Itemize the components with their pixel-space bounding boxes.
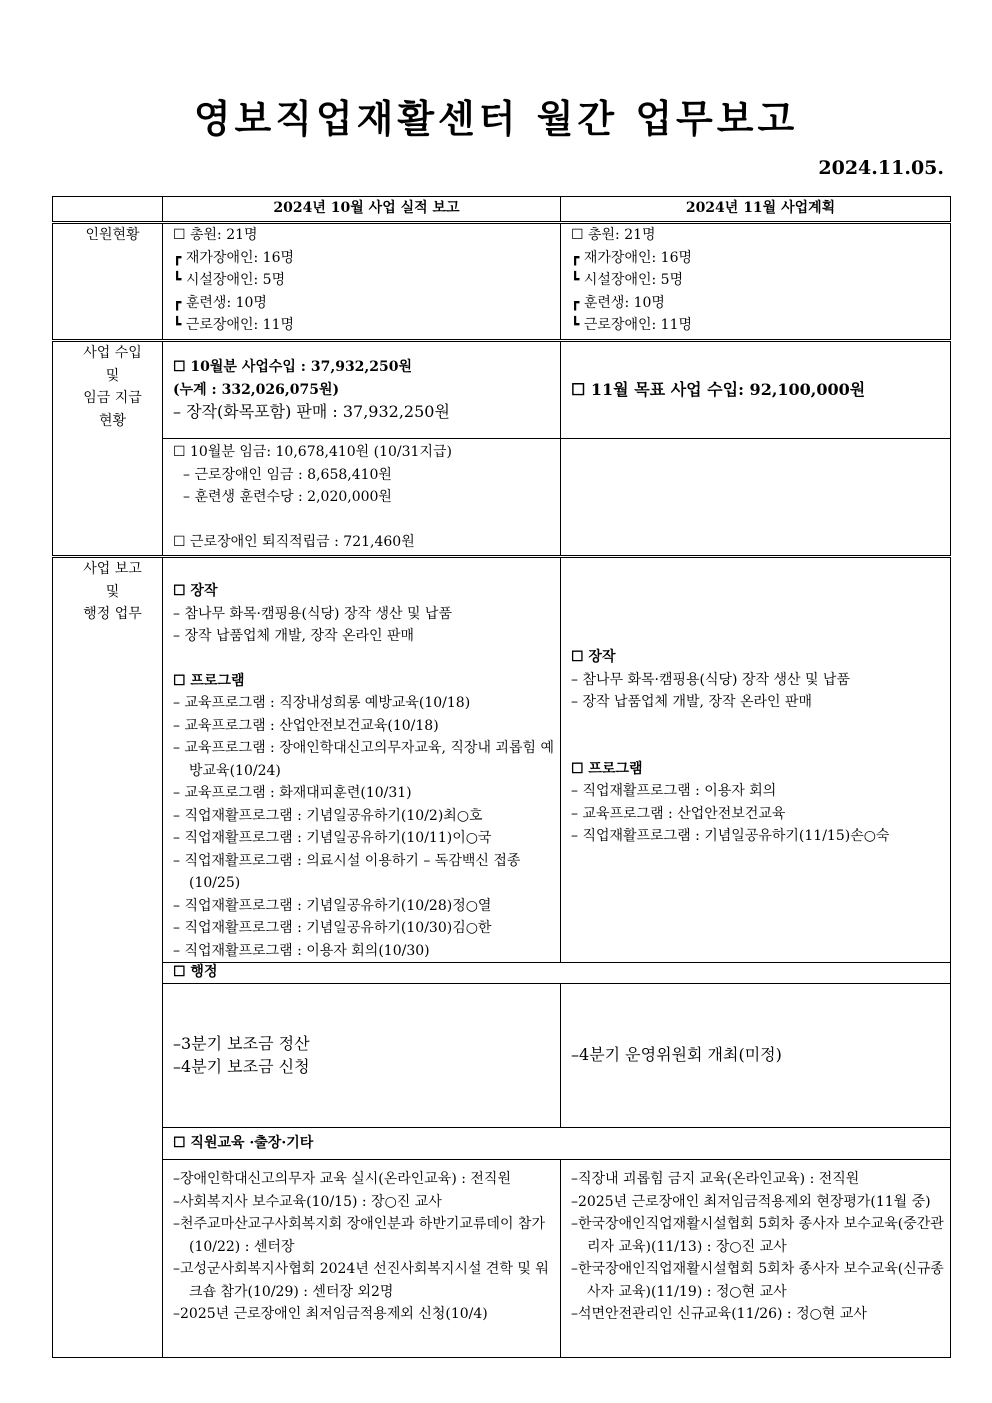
report-table bbox=[52, 196, 951, 1358]
personnel-worker: ┗ 근로장애인: 11명 bbox=[571, 317, 693, 333]
personnel-trainee: ┏ 훈련생: 10명 bbox=[571, 294, 665, 311]
admin-item: –3분기 보조금 정산 bbox=[173, 1034, 310, 1053]
admin-october-cell bbox=[163, 984, 561, 1128]
firewood-item: – 장작 납품업체 개발, 장작 온라인 판매 bbox=[571, 694, 813, 710]
category-revenue bbox=[53, 341, 163, 557]
program-heading: ☐ 프로그램 bbox=[571, 760, 643, 777]
program-item: – 직업재활프로그램 : 기념일공유하기(11/15)손○숙 bbox=[571, 828, 890, 844]
staff-heading: ☐ 직원교육 ·출장·기타 bbox=[163, 1128, 951, 1160]
firewood-heading: ☐ 장작 bbox=[571, 649, 616, 665]
staff-november-cell bbox=[561, 1160, 951, 1358]
revenue-november-cell bbox=[561, 341, 951, 439]
program-item: – 직업재활프로그램 : 의료시설 이용하기 – 독감백신 접종(10/25) bbox=[173, 852, 521, 891]
personnel-october-cell bbox=[163, 223, 561, 341]
staff-item: –고성군사회복지사협회 2024년 선진사회복지시설 견학 및 워크숍 참가(10/29) : 센터장 외2명 bbox=[173, 1261, 549, 1300]
report-date: 2024.11.05. bbox=[818, 157, 944, 179]
program-item: – 직업재활프로그램 : 기념일공유하기(10/2)최○호 bbox=[173, 807, 483, 824]
personnel-facility: ┗ 시설장애인: 5명 bbox=[173, 272, 286, 288]
category-revenue-line4: 현황 bbox=[98, 412, 127, 429]
program-item: – 교육프로그램 : 직장내성희롱 예방교육(10/18) bbox=[173, 695, 471, 711]
staff-item: –천주교마산교구사회복지회 장애인분과 하반기교류데이 참가(10/22) : 센터장 bbox=[173, 1216, 545, 1255]
revenue-monthly: ☐ 10월분 사업수입 : 37,932,250원 bbox=[173, 359, 413, 376]
business-october-cell bbox=[163, 557, 561, 963]
program-item: – 직업재활프로그램 : 기념일공유하기(10/28)정○열 bbox=[173, 897, 492, 914]
admin-november-cell bbox=[561, 984, 951, 1128]
admin-item: –4분기 운영위원회 개최(미정) bbox=[571, 1045, 782, 1065]
staff-october-cell bbox=[163, 1160, 561, 1358]
page-title: 영보직업재활센터 월간 업무보고 bbox=[193, 96, 799, 141]
personnel-november-cell bbox=[561, 223, 951, 341]
revenue-target: ☐ 11월 목표 사업 수입: 92,100,000원 bbox=[571, 379, 866, 399]
wages-severance: ☐ 근로장애인 퇴직적립금 : 721,460원 bbox=[173, 533, 415, 550]
category-revenue-line1: 사업 수입 bbox=[83, 345, 142, 361]
program-heading: ☐ 프로그램 bbox=[173, 672, 245, 689]
admin-heading: ☐ 행정 bbox=[163, 963, 951, 984]
wages-trainee: – 훈련생 훈련수당 : 2,020,000원 bbox=[183, 489, 392, 505]
personnel-home: ┏ 재가장애인: 16명 bbox=[571, 249, 693, 266]
staff-item: –장애인학대신고의무자 교육 실시(온라인교육) : 전직원 bbox=[173, 1171, 511, 1187]
wages-worker: – 근로장애인 임금 : 8,658,410원 bbox=[183, 466, 392, 483]
program-item: – 직업재활프로그램 : 이용자 회의 bbox=[571, 783, 777, 799]
program-item: – 직업재활프로그램 : 기념일공유하기(10/30)김○한 bbox=[173, 920, 492, 936]
staff-item: –한국장애인직업재활시설협회 5회차 종사자 보수교육(중간관리자 교육)(11/13) : 장○진 교사 bbox=[571, 1216, 944, 1255]
category-revenue-line2: 및 bbox=[105, 367, 120, 384]
revenue-cumulative: (누계 : 332,026,075원) bbox=[173, 381, 340, 398]
program-item: – 교육프로그램 : 장애인학대신고의무자교육, 직장내 괴롭힘 예방교육(10/24) bbox=[173, 740, 554, 779]
staff-item: –한국장애인직업재활시설협회 5회차 종사자 보수교육(신규종사자 교육)(11/19) : 정○현 교사 bbox=[571, 1261, 944, 1300]
staff-item: –2025년 근로장애인 최저임금적용제외 현장평가(11월 중) bbox=[571, 1193, 931, 1210]
category-business-line3: 행정 업무 bbox=[83, 606, 142, 622]
category-business-line1: 사업 보고 bbox=[83, 561, 142, 577]
admin-item: –4분기 보조금 신청 bbox=[173, 1056, 310, 1076]
staff-item: –석면안전관리인 신규교육(11/26) : 정○현 교사 bbox=[571, 1306, 867, 1322]
personnel-total: ☐ 총원: 21명 bbox=[173, 227, 258, 243]
revenue-firewood-sales: – 장작(화목포함) 판매 : 37,932,250원 bbox=[173, 402, 450, 422]
firewood-item: – 장작 납품업체 개발, 장작 온라인 판매 bbox=[173, 628, 415, 644]
wages-monthly: ☐ 10월분 임금: 10,678,410원 (10/31지급) bbox=[173, 444, 452, 460]
category-revenue-line3: 임금 지급 bbox=[83, 390, 142, 406]
firewood-item: – 참나무 화목·캠핑용(식당) 장작 생산 및 납품 bbox=[571, 671, 850, 688]
header-empty-cell bbox=[53, 197, 163, 223]
staff-item: –사회복지사 보수교육(10/15) : 장○진 교사 bbox=[173, 1193, 442, 1210]
category-business bbox=[53, 557, 163, 1358]
business-november-cell bbox=[561, 557, 951, 963]
program-item: – 직업재활프로그램 : 이용자 회의(10/30) bbox=[173, 942, 430, 959]
personnel-facility: ┗ 시설장애인: 5명 bbox=[571, 272, 684, 288]
staff-item: –2025년 근로장애인 최저임금적용제외 신청(10/4) bbox=[173, 1306, 488, 1322]
program-item: – 교육프로그램 : 산업안전보건교육 bbox=[571, 805, 786, 822]
personnel-home: ┏ 재가장애인: 16명 bbox=[173, 249, 295, 266]
personnel-worker: ┗ 근로장애인: 11명 bbox=[173, 317, 295, 333]
category-business-line2: 및 bbox=[105, 583, 120, 600]
wages-october-cell bbox=[163, 439, 561, 557]
program-item: – 교육프로그램 : 화재대피훈련(10/31) bbox=[173, 785, 412, 801]
personnel-total: ☐ 총원: 21명 bbox=[571, 227, 656, 243]
revenue-october-cell bbox=[163, 341, 561, 439]
wages-november-cell bbox=[561, 439, 951, 557]
category-personnel: 인원현황 bbox=[53, 223, 163, 341]
staff-item: –직장내 괴롭힘 금지 교육(온라인교육) : 전직원 bbox=[571, 1171, 860, 1187]
program-item: – 직업재활프로그램 : 기념일공유하기(10/11)이○국 bbox=[173, 830, 492, 846]
firewood-item: – 참나무 화목·캠핑용(식당) 장작 생산 및 납품 bbox=[173, 605, 452, 622]
header-october: 2024년 10월 사업 실적 보고 bbox=[163, 197, 561, 223]
personnel-trainee: ┏ 훈련생: 10명 bbox=[173, 294, 267, 311]
header-november: 2024년 11월 사업계획 bbox=[561, 197, 951, 223]
program-item: – 교육프로그램 : 산업안전보건교육(10/18) bbox=[173, 717, 439, 734]
firewood-heading: ☐ 장작 bbox=[173, 583, 218, 599]
